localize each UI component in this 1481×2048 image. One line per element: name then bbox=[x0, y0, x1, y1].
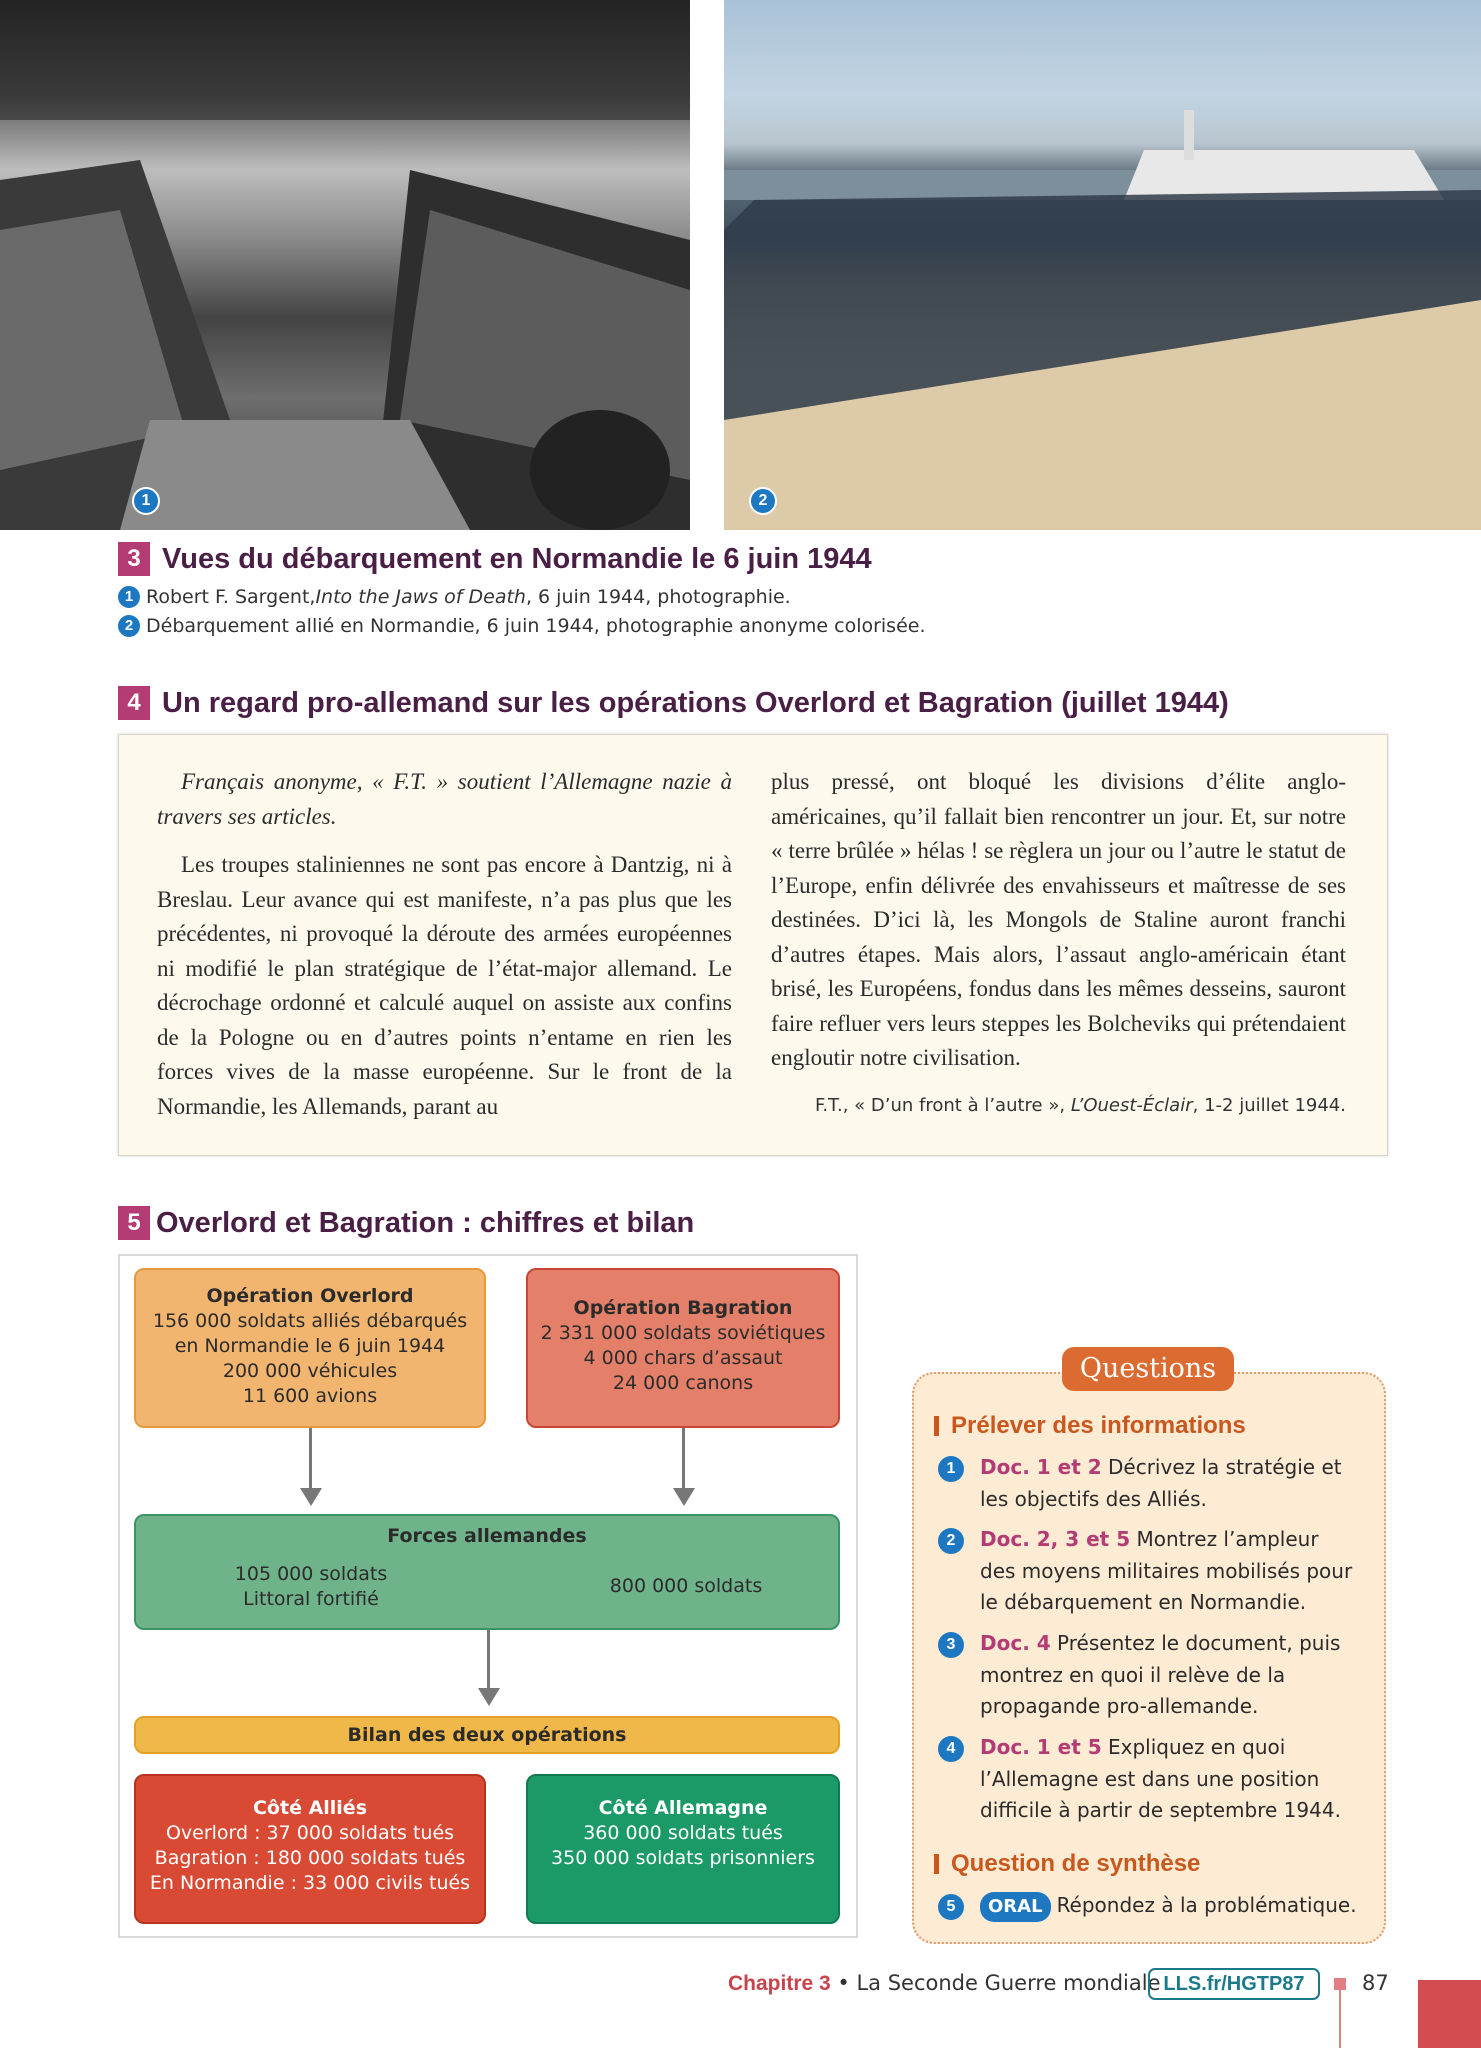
overlord-line: 200 000 véhicules bbox=[222, 1360, 398, 1382]
caption-1-details: , 6 juin 1944, photographie. bbox=[525, 586, 791, 608]
question-3 bbox=[938, 1628, 1358, 1723]
doc3-number: 3 bbox=[118, 542, 150, 576]
doc3-caption-1 bbox=[118, 586, 791, 608]
allies-line: En Normandie : 33 000 civils tués bbox=[149, 1872, 471, 1894]
question-1-ref: Doc. 1 et 2 bbox=[980, 1455, 1102, 1479]
photo-1-badge: 1 bbox=[132, 487, 160, 515]
arrow-head bbox=[673, 1488, 695, 1506]
german-forces-east: 800 000 soldats bbox=[609, 1575, 763, 1597]
doc4-paragraph-1: Les troupes staliniennes ne sont pas encore à Dantzig, ni à Breslau. Leur avance qui est manifeste, n’a pas plus que les précédentes, ni provoqué la déroute des armées européennes ni modifié le plan stratégique de l’état-major allemand. Le décrochage ordonné et calculé auquel on assiste aux confins de la Pologne ou en d’autres points n’entame en rien les forces vives de la masse européenne. Sur le front de la Normandie, les Allemands, parant au bbox=[157, 852, 732, 1119]
question-3-number: 3 bbox=[938, 1632, 964, 1658]
doc4-column-1 bbox=[157, 765, 732, 1124]
footer-chapter bbox=[728, 1968, 1161, 1999]
question-4-number: 4 bbox=[938, 1736, 964, 1762]
section-1-title: Prélever des informations bbox=[951, 1412, 1246, 1439]
footer-chapter-number: Chapitre 3 bbox=[728, 1972, 831, 1995]
question-5-number: 5 bbox=[938, 1894, 964, 1920]
overlord-box bbox=[134, 1268, 486, 1428]
german-forces-line: 105 000 soldats bbox=[234, 1563, 388, 1585]
german-forces-line: Littoral fortifié bbox=[243, 1588, 379, 1610]
question-2-text: Montrez l’ampleur des moyens militaires mobilisés pour le débarquement en Normandie. bbox=[980, 1527, 1353, 1614]
section-synthese bbox=[934, 1850, 1200, 1878]
doc5-title: Overlord et Bagration : chiffres et bilan bbox=[156, 1206, 695, 1239]
overlord-title: Opération Overlord bbox=[206, 1285, 414, 1307]
overlord-line: en Normandie le 6 juin 1944 bbox=[174, 1335, 446, 1357]
section-marker bbox=[934, 1416, 939, 1436]
arrow-overlord-to-forces bbox=[309, 1428, 312, 1490]
question-3-text: Présentez le document, puis montrez en quoi il relève de la propagande pro-allemande. bbox=[980, 1631, 1341, 1718]
bagration-line: 24 000 canons bbox=[612, 1372, 754, 1394]
footer-separator: • bbox=[830, 1971, 857, 1995]
allies-line: Overlord : 37 000 soldats tués bbox=[165, 1822, 455, 1844]
question-4 bbox=[938, 1732, 1358, 1827]
doc4-intro: Français anonyme, « F.T. » soutient l’Allemagne nazie à travers ses articles. bbox=[157, 769, 732, 829]
section-marker bbox=[934, 1854, 939, 1874]
germany-box bbox=[526, 1774, 840, 1924]
source-newspaper: L’Ouest-Éclair bbox=[1070, 1094, 1193, 1116]
question-2-number: 2 bbox=[938, 1528, 964, 1554]
beach-landing-illustration bbox=[724, 0, 1481, 530]
page-footer bbox=[0, 1968, 1481, 2048]
doc5-number: 5 bbox=[118, 1206, 150, 1240]
question-5-text: Répondez à la problématique. bbox=[1056, 1893, 1357, 1917]
footer-subject: La Seconde Guerre mondiale bbox=[856, 1971, 1161, 1995]
doc4-paragraph-2: plus pressé, ont bloqué les divisions d’élite anglo-américaines, qu’il fallait bien rencontrer un jour. Et, sur notre « terre brûlée » hélas ! se règlera un jour ou l’autre le statut de l’Europe, enfin délivrée des envahisseurs et maîtresse de ses destinées. D’ici là, les Mongols de Staline auront franchi d’autres étapes. Mais alors, l’assaut anglo-américain étant brisé, les Européens, fondus dans les mêmes desseins, sauront faire refluer vers leurs steppes les Bolcheviks qui prétendaient engloutir notre civilisation. bbox=[771, 769, 1346, 1070]
arrow-head bbox=[478, 1688, 500, 1706]
doc4-source bbox=[771, 1094, 1346, 1118]
arrow-head bbox=[300, 1488, 322, 1506]
question-4-text: Expliquez en quoi l’Allemagne est dans une position difficile à partir de septembre 1944. bbox=[980, 1735, 1341, 1822]
doc4-text-box bbox=[118, 734, 1388, 1156]
germany-line: 350 000 soldats prisonniers bbox=[551, 1847, 815, 1869]
question-3-ref: Doc. 4 bbox=[980, 1631, 1051, 1655]
question-4-ref: Doc. 1 et 5 bbox=[980, 1735, 1102, 1759]
overlord-line: 11 600 avions bbox=[242, 1385, 378, 1407]
bagration-title: Opération Bagration bbox=[573, 1297, 793, 1319]
german-forces-title: Forces allemandes bbox=[387, 1525, 587, 1547]
doc5-header bbox=[118, 1206, 694, 1240]
allies-box bbox=[134, 1774, 486, 1924]
landing-craft-illustration bbox=[0, 0, 690, 530]
doc3-title: Vues du débarquement en Normandie le 6 juin 1944 bbox=[162, 542, 872, 575]
oral-badge: ORAL bbox=[980, 1892, 1051, 1922]
question-1-number: 1 bbox=[938, 1456, 964, 1482]
allies-line: Bagration : 180 000 soldats tués bbox=[154, 1847, 466, 1869]
doc4-number: 4 bbox=[118, 686, 150, 720]
photo-2-badge: 2 bbox=[749, 487, 777, 515]
questions-tab: Questions bbox=[1062, 1347, 1234, 1391]
german-forces-west bbox=[176, 1562, 446, 1612]
photo-colorized-landing bbox=[724, 0, 1481, 530]
allies-title: Côté Alliés bbox=[252, 1797, 368, 1819]
questions-panel bbox=[912, 1372, 1386, 1944]
bagration-line: 4 000 chars d’assaut bbox=[583, 1347, 783, 1369]
caption-2-text: Débarquement allié en Normandie, 6 juin 1944, photographie anonyme colorisée. bbox=[146, 615, 926, 637]
doc4-title: Un regard pro-allemand sur les opérations Overlord et Bagration (juillet 1944) bbox=[162, 686, 1229, 719]
footer-marker bbox=[1334, 1978, 1346, 1990]
caption-1-work-title: Into the Jaws of Death bbox=[315, 586, 526, 608]
source-date: , 1-2 juillet 1944. bbox=[1192, 1094, 1346, 1116]
footer-link[interactable]: LLS.fr/HGTP87 bbox=[1148, 1968, 1320, 2000]
question-5 bbox=[938, 1890, 1358, 1922]
footer-color-block bbox=[1418, 1980, 1481, 2048]
doc4-column-2 bbox=[771, 765, 1346, 1118]
photo-into-the-jaws-of-death bbox=[0, 0, 690, 530]
section-prelever bbox=[934, 1412, 1246, 1440]
doc3-caption-2 bbox=[118, 615, 926, 637]
germany-title: Côté Allemagne bbox=[598, 1797, 768, 1819]
question-2 bbox=[938, 1524, 1358, 1619]
caption-2-badge: 2 bbox=[118, 615, 140, 637]
arrow-bagration-to-forces bbox=[682, 1428, 685, 1490]
doc3-header bbox=[118, 542, 872, 576]
bagration-line: 2 331 000 soldats soviétiques bbox=[540, 1322, 826, 1344]
arrow-forces-to-bilan bbox=[487, 1630, 490, 1690]
caption-1-badge: 1 bbox=[118, 586, 140, 608]
doc5-diagram bbox=[118, 1254, 858, 1938]
caption-1-author: Robert F. Sargent, bbox=[146, 586, 316, 608]
overlord-line: 156 000 soldats alliés débarqués bbox=[152, 1310, 468, 1332]
footer-rule bbox=[1339, 1990, 1341, 2048]
bagration-box bbox=[526, 1268, 840, 1428]
question-1 bbox=[938, 1452, 1358, 1515]
page-number: 87 bbox=[1362, 1971, 1389, 1995]
question-1-text: Décrivez la stratégie et les objectifs des Alliés. bbox=[980, 1455, 1342, 1511]
bilan-banner: Bilan des deux opérations bbox=[134, 1716, 840, 1754]
doc4-header bbox=[118, 686, 1229, 720]
german-forces-box bbox=[134, 1514, 840, 1630]
section-2-title: Question de synthèse bbox=[951, 1850, 1201, 1877]
source-author: F.T., « D’un front à l’autre », bbox=[814, 1094, 1071, 1116]
germany-line: 360 000 soldats tués bbox=[583, 1822, 783, 1844]
question-2-ref: Doc. 2, 3 et 5 bbox=[980, 1527, 1131, 1551]
